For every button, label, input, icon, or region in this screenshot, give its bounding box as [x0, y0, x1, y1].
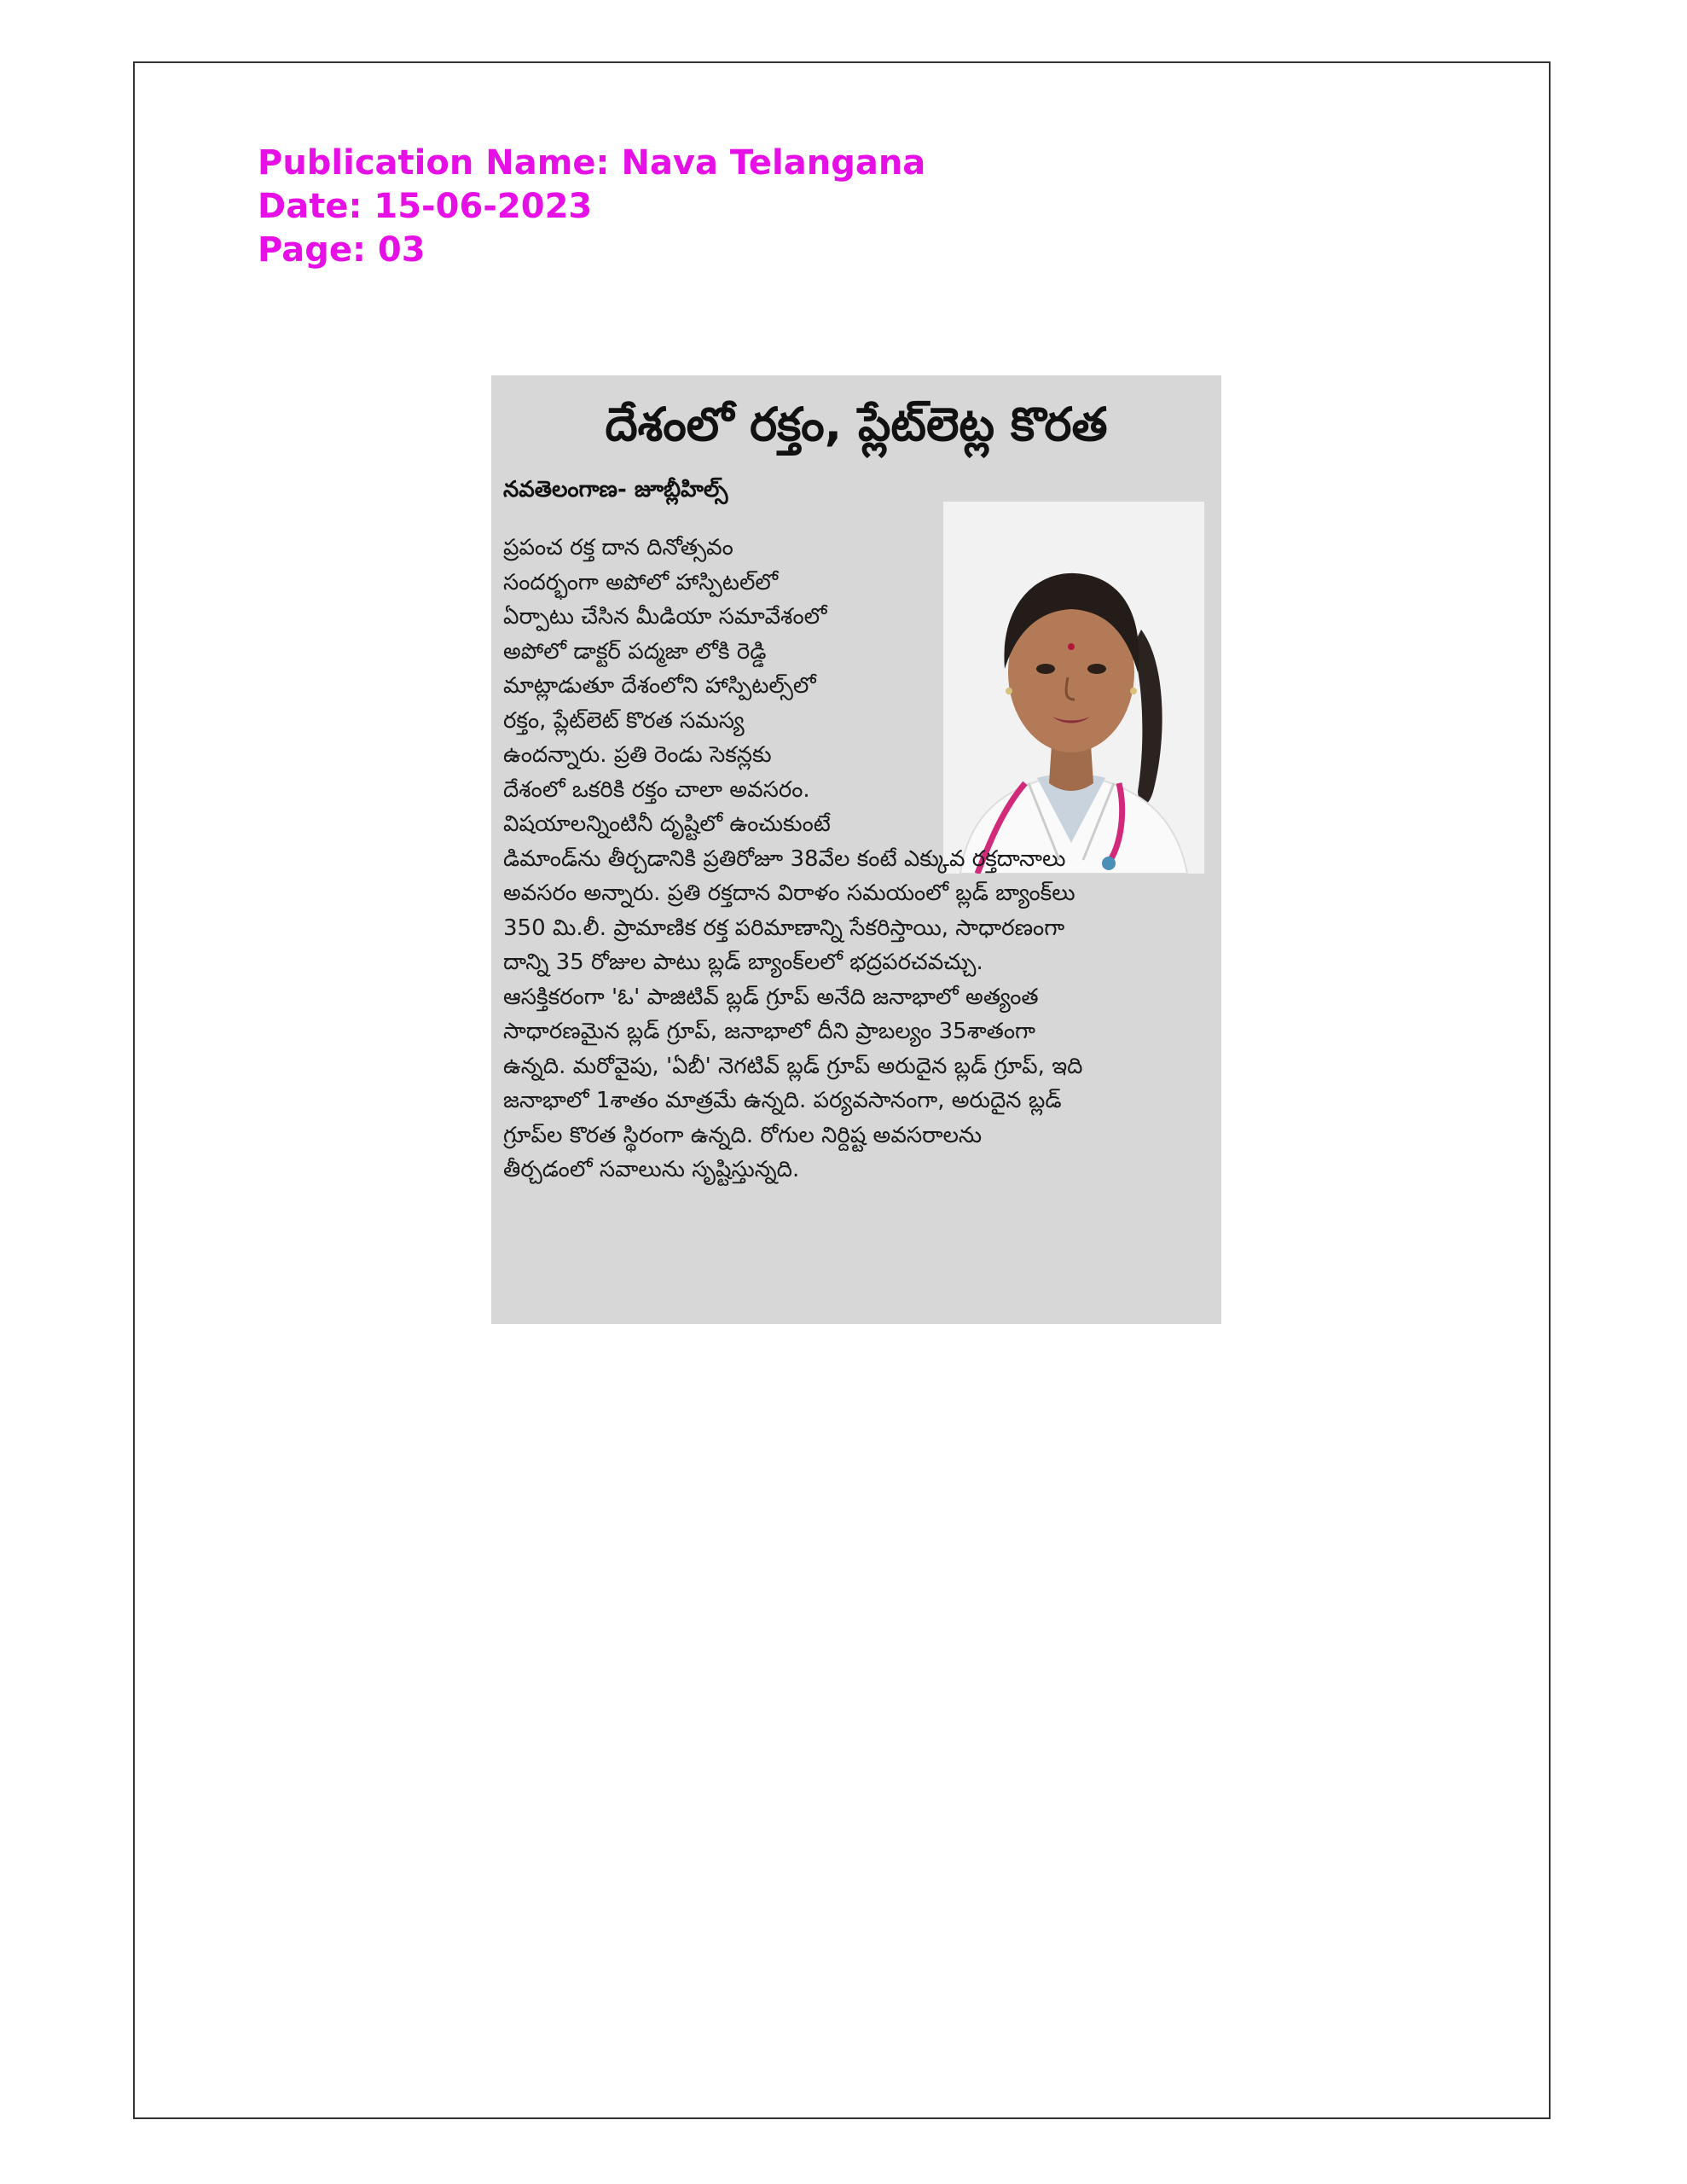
publication-info	[258, 142, 925, 272]
body-line: డిమాండ్‌ను తీర్చడానికి ప్రతిరోజూ 38వేల కంటే ఎక్కువ రక్తదానాలు	[503, 845, 1066, 872]
body-line: అపోలో డాక్టర్ పద్మజా లోకి రెడ్డి	[503, 638, 767, 665]
body-line: జనాభాలో 1శాతం మాత్రమే ఉన్నది. పర్యవసానంగా, అరుదైన బ్లడ్	[503, 1088, 1062, 1113]
body-line: సాధారణమైన బ్లడ్ గ్రూప్, జనాభాలో దీని ప్రాబల్యం 35శాతంగా	[503, 1019, 1035, 1044]
body-line: ఉందన్నారు. ప్రతి రెండు సెకన్లకు	[503, 742, 772, 768]
body-line: తీర్చడంలో సవాలును సృష్టిస్తున్నది.	[503, 1157, 800, 1182]
publication-name: Publication Name: Nava Telangana	[258, 143, 926, 183]
body-line: గ్రూప్‌ల కొరత స్థిరంగా ఉన్నది. రోగుల నిర్దిష్ట అవసరాలను	[503, 1122, 983, 1148]
body-line: ఉన్నది. మరోవైపు, 'ఏబీ' నెగటివ్ బ్లడ్ గ్రూప్ అరుదైన బ్లడ్ గ్రూప్, ఇది	[503, 1053, 1083, 1079]
body-line: దాన్ని 35 రోజుల పాటు బ్లడ్ బ్యాంక్‌లలో భద్రపరచవచ్చు.	[503, 950, 983, 975]
body-line: దేశంలో ఒకరికి రక్తం చాలా అవసరం.	[503, 776, 810, 803]
body-line: మాట్లాడుతూ దేశంలోని హాస్పిటల్స్‌లో	[503, 673, 816, 699]
news-clipping	[491, 375, 1221, 1324]
article-body	[503, 512, 1208, 1188]
body-line: సందర్భంగా అపోలో హాస్పిటల్‌లో	[503, 569, 779, 595]
body-line: రక్తం, ప్లేట్‌లెట్ కొరత సమస్య	[503, 707, 745, 734]
publication-date: Date: 15-06-2023	[258, 187, 593, 226]
body-line: ఏర్పాటు చేసిన మీడియా సమావేశంలో	[503, 604, 827, 630]
body-line: ప్రపంచ రక్త దాన దినోత్సవం	[503, 535, 733, 561]
article-dateline: నవతెలంగాణ- జూబ్లీహిల్స్	[503, 477, 728, 502]
body-line: ఆసక్తికరంగా 'ఓ' పాజిటివ్ బ్లడ్ గ్రూప్ అనేది జనాభాలో అత్యంత	[503, 984, 1039, 1010]
body-line: అవసరం అన్నారు. ప్రతి రక్తదాన విరాళం సమయంలో బ్లడ్ బ్యాంక్‌లు	[503, 880, 1075, 906]
body-line: 350 మి.లీ. ప్రామాణిక రక్త పరిమాణాన్ని సేకరిస్తాయి, సాధారణంగా	[503, 915, 1065, 941]
publication-page: Page: 03	[258, 230, 426, 270]
body-line: విషయాలన్నింటినీ దృష్టిలో ఉంచుకుంటే	[503, 811, 831, 837]
article-headline: దేశంలో రక్తం, ప్లేట్‌లెట్ల కొరత	[605, 398, 1108, 451]
